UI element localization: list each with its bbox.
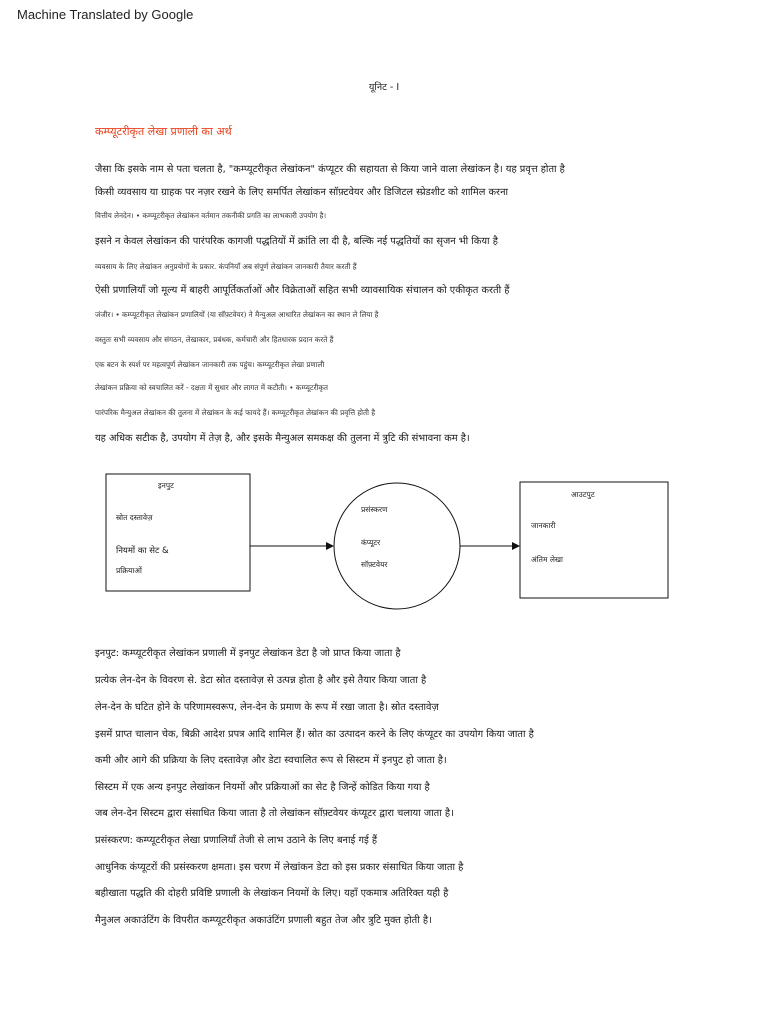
paragraph-line: आधुनिक कंप्यूटरों की प्रसंस्करण क्षमता। इस चरण में लेखांकन डेटा को इस प्रकार संसाधित किया जाता है	[95, 862, 464, 873]
section-heading: कम्प्यूटरीकृत लेखा प्रणाली का अर्थ	[95, 125, 232, 138]
paragraph-line: प्रसंस्करण: कम्प्यूटरीकृत लेखा प्रणालियाँ तेजी से लाभ उठाने के लिए बनाई गई हैं	[95, 835, 378, 846]
paragraph-line: पारंपरिक मैन्युअल लेखांकन की तुलना में लेखांकन के कई फायदे हैं। कम्प्यूटरीकृत लेखांकन की प्रवृत्ति होती है	[95, 408, 376, 417]
paragraph-line: इनपुट: कम्प्यूटरीकृत लेखांकन प्रणाली में इनपुट लेखांकन डेटा है जो प्राप्त किया जाता है	[95, 648, 401, 659]
input-item: नियमों का सेट &	[116, 546, 169, 556]
paragraph-line: मैनुअल अकाउंटिंग के विपरीत कम्प्यूटरीकृत अकाउंटिंग प्रणाली बहुत तेज और त्रुटि मुक्त होती है।	[95, 915, 432, 926]
paragraph-line: ऐसी प्रणालियाँ जो मूल्य में बाहरी आपूर्तिकर्ताओं और विक्रेताओं सहित सभी व्यावसायिक संचालन को एकीकृत करती हैं	[95, 285, 510, 296]
paragraph-line: जैसा कि इसके नाम से पता चलता है, "कम्प्यूटरीकृत लेखांकन" कंप्यूटर की सहायता से किया जाने वाला लेखांकन है। यह प्रवृत्त होता है	[95, 164, 565, 175]
paragraph-line: इसने न केवल लेखांकन की पारंपरिक कागजी पद्धतियों में क्रांति ला दी है, बल्कि नई पद्धतियों का सृजन भी किया है	[95, 236, 498, 247]
paragraph-line: जब लेन-देन सिस्टम द्वारा संसाधित किया जाता है तो लेखांकन सॉफ़्टवेयर कंप्यूटर द्वारा चलाया जाता है।	[95, 808, 454, 819]
process-circle	[334, 483, 460, 609]
process-item: कंप्यूटर	[361, 538, 381, 547]
process-item: सॉफ़्टवेयर	[361, 560, 388, 569]
input-item: प्रक्रियाओं	[116, 566, 142, 575]
paragraph-line: किसी व्यवसाय या ग्राहक पर नज़र रखने के लिए समर्पित लेखांकन सॉफ़्टवेयर और डिजिटल स्प्रेडशीट को शामिल करना	[95, 187, 509, 198]
paragraph-line: लेखांकन प्रक्रिया को स्वचालित करें - दक्षता में सुधार और लागत में कटौती। • कम्प्यूटरीकृत	[95, 383, 328, 392]
paragraph-line: जंजीर। • कम्प्यूटरीकृत लेखांकन प्रणालियों (या सॉफ़्टवेयर) ने मैन्युअल आधारित लेखांकन का स्थान ले लिया है	[95, 310, 379, 319]
output-box	[520, 482, 668, 598]
output-item: जानकारी	[531, 521, 556, 530]
paragraph-line: बहीखाता पद्धति की दोहरी प्रविष्टि प्रणाली के लेखांकन नियमों के लिए। यहाँ एकमात्र अतिरिक्त यही है	[95, 888, 449, 899]
output-title: आउटपुट	[571, 490, 595, 499]
paragraph-line: एक बटन के स्पर्श पर महत्वपूर्ण लेखांकन जानकारी तक पहुंच। कम्प्यूटरीकृत लेखा प्रणाली	[95, 360, 325, 369]
paragraph-line: इसमें प्राप्त चालान चेक, बिक्री आदेश प्रपत्र आदि शामिल हैं। स्रोत का उत्पादन करने के लिए कंप्यूटर का उपयोग किया जाता है	[95, 729, 534, 740]
process-title: प्रसंस्करण	[361, 505, 388, 514]
input-item: स्रोत दस्तावेज़	[116, 513, 153, 522]
paragraph-line: वित्तीय लेनदेन। • कम्प्यूटरीकृत लेखांकन वर्तमान तकनीकी प्रगति का लाभकारी उपयोग है।	[95, 211, 327, 220]
paragraph-line: कमी और आगे की प्रक्रिया के लिए दस्तावेज़ और डेटा स्वचालित रूप से सिस्टम में इनपुट हो जाता है।	[95, 755, 447, 766]
unit-label: यूनिट - I	[368, 82, 400, 93]
paragraph-line: व्यवसाय के लिए लेखांकन अनुप्रयोगों के प्रकार. कंपनियाँ अब संपूर्ण लेखांकन जानकारी तैयार करती हैं	[95, 262, 357, 271]
machine-translated-banner: Machine Translated by Google	[17, 7, 194, 22]
paragraph-line: लेन-देन के घटित होने के परिणामस्वरूप, लेन-देन के प्रमाण के रूप में रखा जाता है। स्रोत दस्तावेज़	[95, 702, 439, 713]
paragraph-line: प्रत्येक लेन-देन के विवरण से. डेटा स्रोत दस्तावेज़ से उत्पन्न होता है और इसे तैयार किया जाता है	[95, 675, 427, 686]
paragraph-line: सिस्टम में एक अन्य इनपुट लेखांकन नियमों और प्रक्रियाओं का सेट है जिन्हें कोडित किया गया है	[95, 782, 430, 793]
paragraph-line: वस्तुतः सभी व्यवसाय और संगठन, लेखाकार, प्रबंधक, कर्मचारी और हितधारक प्रदान करते हैं	[95, 335, 334, 344]
output-item: अंतिम लेखा	[531, 555, 563, 564]
paragraph-line: यह अधिक सटीक है, उपयोग में तेज़ है, और इसके मैन्युअल समकक्ष की तुलना में त्रुटि की संभावना कम है।	[95, 433, 470, 444]
input-title: इनपुट	[158, 481, 174, 490]
